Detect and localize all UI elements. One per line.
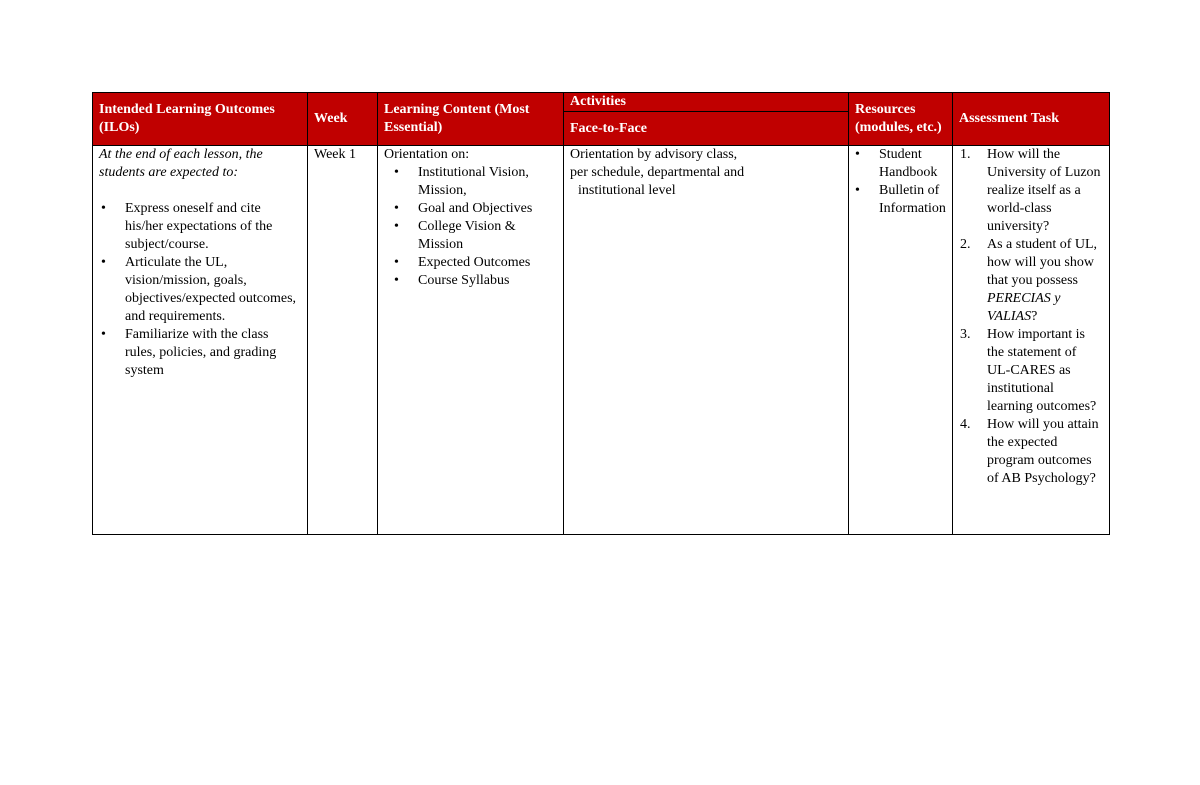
activity-line: Orientation by advisory class, bbox=[570, 147, 738, 162]
activities-cell bbox=[564, 146, 849, 535]
list-item: • Expected Outcomes bbox=[418, 254, 557, 272]
header-assessment: Assessment Task bbox=[953, 93, 1110, 146]
content-cell bbox=[378, 146, 564, 535]
list-item: • Express oneself and cite his/her expectations of the subject/course. bbox=[125, 200, 301, 254]
list-item: • Goal and Objectives bbox=[418, 200, 557, 218]
list-item: • Student Handbook bbox=[879, 146, 946, 182]
ilos-cell bbox=[93, 146, 308, 535]
assessment-list bbox=[959, 146, 1103, 488]
list-item: • Institutional Vision, Mission, bbox=[418, 164, 557, 200]
activity-line: institutional level bbox=[578, 183, 676, 198]
assessment-cell bbox=[953, 146, 1110, 535]
header-face-to-face: Face-to-Face bbox=[564, 112, 849, 146]
header-activities: Activities bbox=[564, 93, 849, 112]
header-resources: Resources (modules, etc.) bbox=[849, 93, 953, 146]
header-week: Week bbox=[308, 93, 378, 146]
resources-cell bbox=[849, 146, 953, 535]
week-value: Week 1 bbox=[314, 147, 357, 162]
list-item: • College Vision & Mission bbox=[418, 218, 557, 254]
list-item: • Articulate the UL, vision/mission, goals, objectives/expected outcomes, and requirements. bbox=[125, 254, 301, 326]
list-item: 3. How important is the statement of UL-CARES as institutional learning outcomes? bbox=[960, 327, 1097, 414]
list-item: 1. How will the University of Luzon realize itself as a world-class university? bbox=[960, 147, 1101, 234]
table-row bbox=[93, 146, 1110, 535]
list-item: • Course Syllabus bbox=[418, 272, 557, 290]
list-item: 2. As a student of UL, how will you show that you possess PERECIAS y VALIAS? bbox=[960, 237, 1098, 324]
syllabus-table bbox=[92, 92, 1110, 535]
list-item: • Bulletin of Information bbox=[879, 182, 946, 218]
list-item: 4. How will you attain the expected program outcomes of AB Psychology? bbox=[960, 417, 1099, 486]
resources-list bbox=[855, 146, 946, 218]
list-item: • Familiarize with the class rules, policies, and grading system bbox=[125, 326, 301, 380]
ilos-list bbox=[99, 200, 301, 380]
header-ilos: Intended Learning Outcomes (ILOs) bbox=[93, 93, 308, 146]
week-cell bbox=[308, 146, 378, 535]
ilos-intro: At the end of each lesson, the students are expected to: bbox=[99, 147, 263, 180]
activity-line: per schedule, departmental and bbox=[570, 165, 745, 180]
content-intro: Orientation on: bbox=[384, 147, 470, 162]
header-learning-content: Learning Content (Most Essential) bbox=[378, 93, 564, 146]
content-list bbox=[384, 164, 557, 290]
